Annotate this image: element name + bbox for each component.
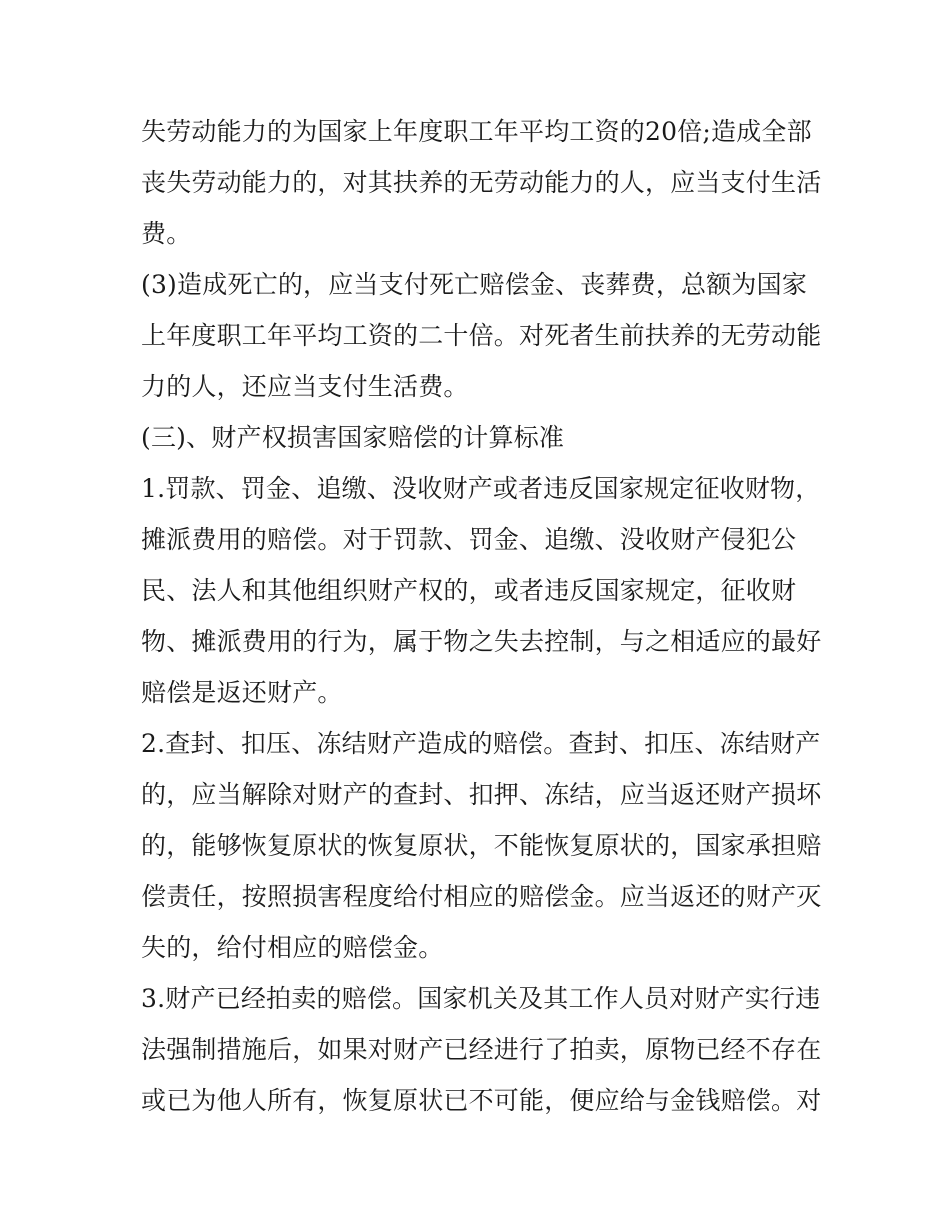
text-line: 失劳动能力的为国家上年度职工年平均工资的20倍;造成全部	[141, 117, 812, 146]
text-line: 1.罚款、罚金、追缴、没收财产或者违反国家规定征收财物，	[141, 474, 821, 503]
text-line: 3.财产已经拍卖的赔偿。国家机关及其工作人员对财产实行违	[141, 984, 821, 1013]
text-line: 丧失劳动能力的，对其扶养的无劳动能力的人，应当支付生活	[141, 168, 822, 197]
text-line: 失的，给付相应的赔偿金。	[141, 933, 444, 962]
text-line: 2.查封、扣压、冻结财产造成的赔偿。查封、扣压、冻结财产	[141, 729, 821, 758]
text-line: 的，能够恢复原状的恢复原状，不能恢复原状的，国家承担赔	[141, 831, 822, 860]
text-line: 赔偿是返还财产。	[141, 678, 343, 707]
document-body	[141, 106, 821, 1126]
text-line: 偿责任，按照损害程度给付相应的赔偿金。应当返还的财产灭	[141, 882, 822, 911]
text-line: 民、法人和其他组织财产权的，或者违反国家规定，征收财	[141, 576, 797, 605]
text-line: 费。	[141, 219, 192, 248]
text-line: 力的人，还应当支付生活费。	[141, 372, 469, 401]
text-line: 物、摊派费用的行为，属于物之失去控制，与之相适应的最好	[141, 627, 822, 656]
text-line: 或已为他人所有，恢复原状已不可能，便应给与金钱赔偿。对	[141, 1086, 822, 1115]
text-line: 上年度职工年平均工资的二十倍。对死者生前扶养的无劳动能	[141, 321, 822, 350]
text-line: 摊派费用的赔偿。对于罚款、罚金、追缴、没收财产侵犯公	[141, 525, 797, 554]
text-line: (3)造成死亡的，应当支付死亡赔偿金、丧葬费，总额为国家	[141, 270, 808, 299]
text-line: 法强制措施后，如果对财产已经进行了拍卖，原物已经不存在	[141, 1035, 822, 1064]
section-heading: (三)、财产权损害国家赔偿的计算标准	[141, 423, 565, 452]
text-line: 的，应当解除对财产的查封、扣押、冻结，应当返还财产损坏	[141, 780, 822, 809]
